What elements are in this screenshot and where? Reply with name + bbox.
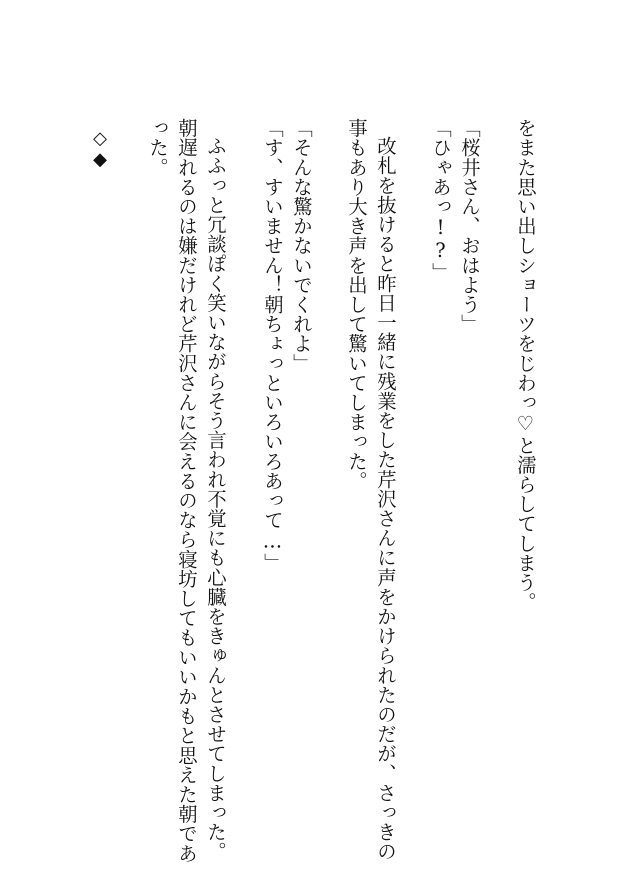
text-line-4: ふふっと冗談ぽく笑いながらそう言われ不覚にも心臓をきゅんとさせてしまった。: [204, 136, 227, 862]
dialogue-line-2: 「ひゃあっ!?」: [429, 118, 452, 282]
text-line-5: 朝遅れるのは嫌だけれど芹沢さんに会えるのなら寝坊してもいいかもと思えた朝であ: [175, 118, 198, 863]
filled-diamond-icon: ◆: [93, 149, 107, 170]
text-line-6: った。: [146, 118, 169, 177]
text-line-2: 改札を抜けると昨日一緒に残業をした芹沢さんに声をかけられたのだが、さっきの: [374, 136, 397, 862]
dialogue-line-3: 「そんな驚かないでくれよ」: [290, 118, 313, 373]
text-line-1: をまた思い出しショーツをじわっ♡と濡らしてしまう。: [514, 118, 537, 612]
dialogue-line-4: 「す、すいません！朝ちょっといろいろあって…」: [261, 118, 284, 573]
hollow-diamond-icon: ◇: [93, 128, 107, 149]
text-line-3: 事もあり大き声を出して驚いてしまった。: [345, 118, 368, 491]
dialogue-line-1: 「桜井さん、おはよう」: [458, 118, 481, 334]
